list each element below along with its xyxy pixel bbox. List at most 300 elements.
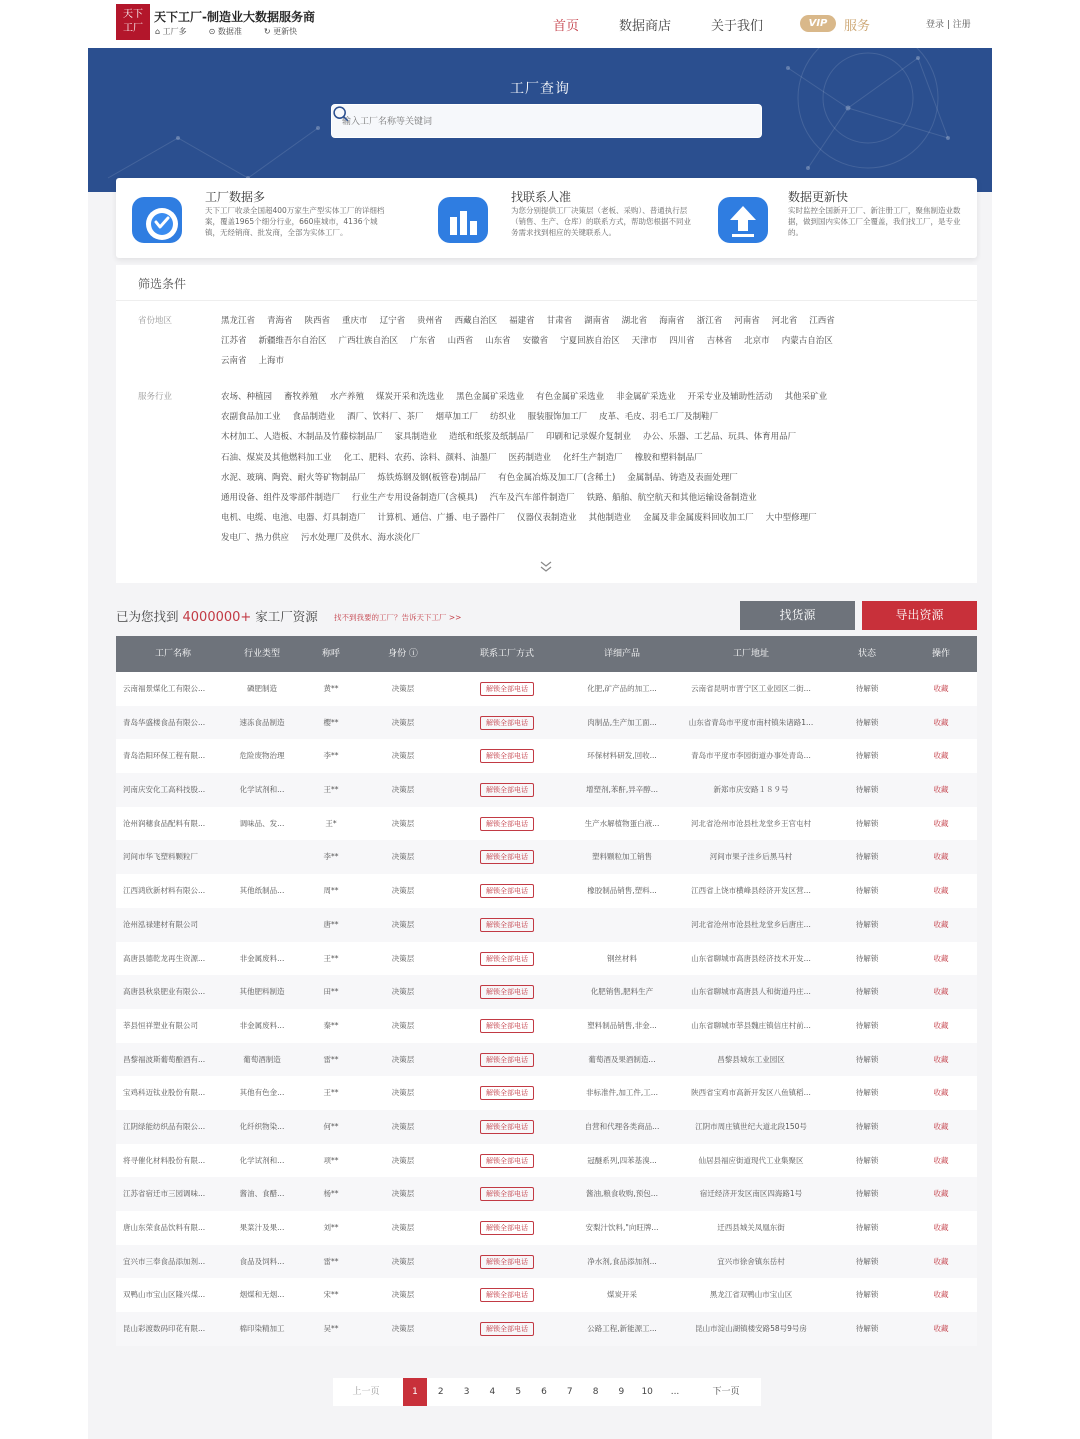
unlock-phone-button[interactable]: 解锁全部电话 xyxy=(480,749,534,763)
industry-type: 棉印染精加工 xyxy=(239,1324,285,1334)
unlock-phone-button[interactable]: 解锁全部电话 xyxy=(480,1221,534,1235)
contact-nickname: 田** xyxy=(323,987,339,997)
unlock-phone-button[interactable]: 解锁全部电话 xyxy=(480,817,534,831)
industry-line xyxy=(221,511,829,523)
table-row xyxy=(116,840,977,874)
feature-title: 工厂数据多 xyxy=(205,190,266,204)
unlock-phone-button[interactable]: 解锁全部电话 xyxy=(480,682,534,696)
unlock-phone-button[interactable]: 解锁全部电话 xyxy=(480,716,534,730)
contact-cell xyxy=(462,1278,552,1312)
industry-option[interactable]: 农副食品加工业 xyxy=(221,412,281,423)
province-line xyxy=(221,314,847,326)
prev-page-button[interactable]: 上一页 xyxy=(352,1387,380,1397)
industry-type: 化纤织物染... xyxy=(239,1121,285,1131)
feedback-link[interactable]: 找不到我要的工厂？告诉天下工厂 >> xyxy=(334,613,462,622)
filter-panel xyxy=(116,265,977,583)
product-detail: 葡萄酒及果酒制造... xyxy=(588,1054,656,1064)
product-detail: 自营和代理各类商品... xyxy=(584,1121,660,1131)
unlock-status: 待解锁 xyxy=(855,1020,879,1030)
province-option[interactable]: 吉林省 xyxy=(706,336,733,347)
province-option[interactable]: 北京市 xyxy=(744,336,770,347)
table-row xyxy=(116,1278,977,1312)
product-detail: 净水剂,食品添加剂... xyxy=(587,1256,657,1266)
province-option[interactable]: 海南省 xyxy=(659,316,685,326)
industry-option[interactable]: 发电厂、热力供应 xyxy=(221,533,290,544)
table-row xyxy=(116,1009,977,1043)
unlock-status: 待解锁 xyxy=(855,919,879,929)
contact-cell xyxy=(462,1312,552,1346)
industry-option[interactable]: 炼铁炼钢及钢(板管卷)制品厂 xyxy=(377,472,487,483)
industry-option[interactable]: 食品制造业 xyxy=(292,412,336,423)
table-row xyxy=(116,908,977,942)
unlock-status: 待解锁 xyxy=(855,1256,879,1266)
col-address: 工厂地址 xyxy=(732,649,769,659)
unlock-phone-button[interactable]: 解锁全部电话 xyxy=(480,1053,534,1067)
province-option[interactable]: 广西壮族自治区 xyxy=(338,336,399,347)
factory-address: 宿迁经济开发区南区四海路1号 xyxy=(699,1189,803,1199)
industry-type: 烟煤和无烟... xyxy=(239,1290,285,1300)
industry-type: 速冻食品制造 xyxy=(239,717,285,727)
unlock-status: 待解锁 xyxy=(855,987,879,997)
industry-type: 食品及饲料... xyxy=(239,1256,285,1266)
unlock-phone-button[interactable]: 解锁全部电话 xyxy=(480,1019,534,1033)
col-nickname: 称呼 xyxy=(321,649,340,659)
unlock-phone-button[interactable]: 解锁全部电话 xyxy=(480,1255,534,1269)
table-row xyxy=(116,1043,977,1077)
factory-address: 陕西省宝鸡市高新开发区八鱼镇稻... xyxy=(691,1088,811,1098)
province-option[interactable]: 西藏自治区 xyxy=(454,316,498,326)
next-page-button[interactable]: 下一页 xyxy=(712,1387,740,1397)
unlock-status: 待解锁 xyxy=(855,717,879,727)
contact-nickname: 王** xyxy=(323,1088,339,1098)
factory-address: 江阴市周庄镇世纪大道北段150号 xyxy=(695,1121,807,1131)
product-detail: 非标准件,加工件,工... xyxy=(586,1088,658,1098)
industry-option[interactable]: 水产养殖 xyxy=(330,392,365,402)
industry-type: 化学试剂和... xyxy=(239,1155,285,1165)
contact-cell xyxy=(462,840,552,874)
contact-nickname: 秦** xyxy=(323,1020,339,1030)
contact-nickname: 樱** xyxy=(323,717,339,727)
factory-name[interactable]: 宝鸡科迈钛业股份有限... xyxy=(123,1088,206,1098)
unlock-status: 待解锁 xyxy=(855,1088,879,1098)
feature-card-accurate-contacts xyxy=(434,178,704,258)
col-role: 身份 ⓘ xyxy=(388,649,418,659)
contact-nickname: 李** xyxy=(323,852,339,862)
industry-option[interactable]: 污水处理厂及供水、海水淡化厂 xyxy=(301,533,421,544)
industry-option[interactable]: 水泥、玻璃、陶瓷、耐火等矿物制品厂 xyxy=(221,472,366,483)
industry-option[interactable]: 化纤生产制造厂 xyxy=(563,452,623,463)
table-row xyxy=(116,1312,977,1346)
filter-title: 筛选条件 xyxy=(138,277,187,291)
industry-option[interactable]: 黑色金属矿采选业 xyxy=(456,392,525,402)
unlock-status: 待解锁 xyxy=(855,1121,879,1131)
chevron-down-icon[interactable] xyxy=(539,561,553,573)
province-option[interactable]: 山东省 xyxy=(485,336,511,347)
province-option[interactable]: 贵州省 xyxy=(417,316,443,326)
province-option[interactable]: 湖北省 xyxy=(621,316,648,326)
unlock-phone-button[interactable]: 解锁全部电话 xyxy=(480,1154,534,1168)
favorite-button[interactable]: 收藏 xyxy=(933,919,949,929)
favorite-button[interactable]: 收藏 xyxy=(933,1155,949,1165)
industry-option[interactable]: 畜牧养殖 xyxy=(284,392,319,402)
favorite-button[interactable]: 收藏 xyxy=(933,684,949,693)
province-option[interactable]: 重庆市 xyxy=(342,316,368,326)
contact-cell xyxy=(462,874,552,908)
factory-name[interactable]: 昆山彩渡数码印花有限... xyxy=(123,1324,206,1334)
factory-name[interactable]: 江阴绿能纺织品有限公... xyxy=(123,1121,206,1131)
factory-name[interactable]: 唐山东荣食品饮料有限... xyxy=(123,1223,206,1232)
province-option[interactable]: 内蒙古自治区 xyxy=(781,336,833,347)
result-summary xyxy=(116,607,318,625)
search-box xyxy=(331,104,762,138)
table-row xyxy=(116,672,977,706)
col-operation: 操作 xyxy=(931,649,950,659)
province-option[interactable]: 浙江省 xyxy=(696,316,723,326)
favorite-button[interactable]: 收藏 xyxy=(933,1121,949,1131)
login-register-link[interactable]: 登录 | 注册 xyxy=(926,20,971,30)
col-name: 工厂名称 xyxy=(154,649,191,659)
export-button[interactable]: 导出资源 xyxy=(862,601,977,630)
favorite-button[interactable]: 收藏 xyxy=(933,717,949,727)
product-detail: 公路工程,新能源工... xyxy=(587,1324,657,1334)
industry-option[interactable]: 烟草加工厂 xyxy=(435,412,479,423)
factory-address: 迁西县城关凤凰东街 xyxy=(717,1223,785,1232)
favorite-button[interactable]: 收藏 xyxy=(933,953,949,963)
factory-data-icon xyxy=(128,191,186,249)
factory-name[interactable]: 沧州泓禄建材有限公司 xyxy=(123,919,198,929)
favorite-button[interactable]: 收藏 xyxy=(933,852,949,862)
find-source-button[interactable]: 找货源 xyxy=(740,601,855,630)
page-number[interactable]: 2 xyxy=(437,1387,444,1397)
industry-option[interactable]: 计算机、通信、广播、电子器件厂 xyxy=(377,513,506,524)
page-number[interactable]: 1 xyxy=(403,1378,427,1406)
industry-option[interactable]: 有色金属矿采选业 xyxy=(536,392,605,402)
favorite-button[interactable]: 收藏 xyxy=(933,1223,949,1232)
contact-role: 决策层 xyxy=(391,987,415,997)
contact-nickname: 雷** xyxy=(323,1256,339,1266)
province-option[interactable]: 河北省 xyxy=(771,316,798,326)
factory-address: 新郑市庆安路１８９号 xyxy=(713,785,789,795)
unlock-status: 待解锁 xyxy=(855,1324,879,1334)
product-detail: 增塑剂,苯酐,异辛醇... xyxy=(586,785,658,795)
province-option[interactable]: 云南省 xyxy=(221,356,247,367)
industry-option[interactable]: 酒厂、饮料厂、茶厂 xyxy=(347,412,424,423)
contact-role: 决策层 xyxy=(391,684,415,693)
table-row xyxy=(116,739,977,773)
industry-line xyxy=(221,531,432,543)
unlock-phone-button[interactable]: 解锁全部电话 xyxy=(480,850,534,864)
product-detail: 肉制品,生产加工面... xyxy=(587,717,657,727)
page-number[interactable]: 9 xyxy=(618,1387,625,1397)
factory-name[interactable]: 沧州润穗食品配料有限... xyxy=(123,818,206,828)
favorite-button[interactable]: 收藏 xyxy=(933,1189,949,1199)
table-row xyxy=(116,874,977,908)
unlock-phone-button[interactable]: 解锁全部电话 xyxy=(480,1120,534,1134)
product-detail: 化肥,矿产品的加工... xyxy=(587,684,657,693)
col-contact: 联系工厂方式 xyxy=(479,649,534,659)
industry-option[interactable]: 大中型修理厂 xyxy=(765,513,817,524)
favorite-button[interactable]: 收藏 xyxy=(933,1020,949,1030)
unlock-phone-button[interactable]: 解锁全部电话 xyxy=(480,884,534,898)
contact-cell xyxy=(462,1043,552,1077)
upload-icon xyxy=(714,191,772,249)
industry-option[interactable]: 通用设备、组件及零部件制造厂 xyxy=(221,493,341,503)
product-detail xyxy=(572,908,672,942)
factory-name[interactable]: 云南福景煤化工有限公... xyxy=(123,684,206,693)
feature-title: 找联系人准 xyxy=(511,190,572,204)
factory-name[interactable]: 双鸭山市宝山区隆兴煤... xyxy=(123,1290,206,1300)
factory-address: 青岛市平度市李园街道办事处青岛... xyxy=(691,751,811,761)
industry-option[interactable]: 有色金属冶炼及加工厂(含稀土) xyxy=(498,472,616,483)
province-option[interactable]: 四川省 xyxy=(669,336,695,347)
industry-option[interactable]: 金属及非金属废料回收加工厂 xyxy=(643,513,754,524)
contact-nickname: 王** xyxy=(323,953,339,963)
industry-option[interactable]: 非金属矿采选业 xyxy=(616,392,676,402)
favorite-button[interactable]: 收藏 xyxy=(933,1324,949,1334)
factory-address: 江西省上饶市横峰县经济开发区营... xyxy=(691,886,811,896)
unlock-status: 待解锁 xyxy=(855,1290,879,1300)
factory-name[interactable]: 青岛浩阳环保工程有限... xyxy=(123,751,206,761)
industry-option[interactable]: 服装服饰加工厂 xyxy=(527,412,588,423)
contact-nickname: 王* xyxy=(325,818,337,828)
province-option[interactable]: 安徽省 xyxy=(522,336,549,347)
province-option[interactable]: 新疆维吾尔自治区 xyxy=(258,336,327,347)
nav-vip-service[interactable]: 服务 xyxy=(844,19,871,34)
industry-option[interactable]: 煤炭开采和洗选业 xyxy=(376,392,445,402)
unlock-phone-button[interactable]: 解锁全部电话 xyxy=(480,952,534,966)
contact-role: 决策层 xyxy=(391,1189,415,1199)
industry-type: 调味品、发... xyxy=(239,818,285,828)
industry-line xyxy=(221,430,808,442)
page-number[interactable]: 8 xyxy=(592,1387,599,1397)
page-number[interactable]: 7 xyxy=(566,1387,573,1397)
product-detail: 化肥销售,肥料生产 xyxy=(590,987,654,997)
vip-badge[interactable]: VIP xyxy=(800,15,836,32)
province-option[interactable]: 上海市 xyxy=(258,356,285,367)
unlock-status: 待解锁 xyxy=(855,1054,879,1064)
contact-role: 决策层 xyxy=(391,886,415,896)
favorite-button[interactable]: 收藏 xyxy=(933,987,949,997)
industry-option[interactable]: 办公、乐器、工艺品、玩具、体育用品厂 xyxy=(643,432,797,443)
contact-role: 决策层 xyxy=(391,751,415,761)
industry-type xyxy=(230,840,294,874)
province-option[interactable]: 河南省 xyxy=(734,316,760,326)
favorite-button[interactable]: 收藏 xyxy=(933,818,949,828)
factory-name[interactable]: 江西鸿欣新材料有限公... xyxy=(123,886,206,896)
page-number[interactable]: 5 xyxy=(515,1387,522,1397)
contact-role: 决策层 xyxy=(391,1121,415,1131)
table-row xyxy=(116,807,977,841)
industry-option[interactable]: 农场、种植园 xyxy=(221,392,273,402)
province-option[interactable]: 湖南省 xyxy=(584,316,610,326)
favorite-button[interactable]: 收藏 xyxy=(933,785,949,795)
province-option[interactable]: 青海省 xyxy=(267,316,293,326)
nav-data-store[interactable]: 数据商店 xyxy=(619,19,672,34)
factory-name[interactable]: 将寻催化材料股份有限... xyxy=(123,1155,206,1165)
contact-cell xyxy=(462,1211,552,1245)
table-row xyxy=(116,1076,977,1110)
table-row xyxy=(116,1110,977,1144)
industry-option[interactable]: 汽车及汽车部件制造厂 xyxy=(489,493,575,503)
brand-tag-fast: ↻ 更新快 xyxy=(263,27,298,36)
province-option[interactable]: 天津市 xyxy=(631,336,658,347)
industry-option[interactable]: 开采专业及辅助性活动 xyxy=(687,392,773,402)
province-option[interactable]: 黑龙江省 xyxy=(221,316,256,326)
contact-role: 决策层 xyxy=(391,1324,415,1334)
unlock-phone-button[interactable]: 解锁全部电话 xyxy=(480,1187,534,1201)
contact-cell xyxy=(462,908,552,942)
contact-cell xyxy=(462,1144,552,1178)
contact-nickname: 王** xyxy=(323,785,339,795)
factory-address: 昌黎县城东工业园区 xyxy=(717,1054,785,1064)
table-row xyxy=(116,1177,977,1211)
industry-type: 其他有色金... xyxy=(239,1088,285,1098)
province-line xyxy=(221,334,845,346)
industry-option[interactable]: 印刷和记录媒介复制业 xyxy=(546,432,632,443)
province-option[interactable]: 山西省 xyxy=(447,336,474,347)
industry-option[interactable]: 其他制造业 xyxy=(588,513,632,524)
favorite-button[interactable]: 收藏 xyxy=(933,1256,949,1266)
industry-option[interactable]: 纺织业 xyxy=(490,412,516,423)
unlock-phone-button[interactable]: 解锁全部电话 xyxy=(480,985,534,999)
unlock-phone-button[interactable]: 解锁全部电话 xyxy=(480,783,534,797)
search-icon[interactable] xyxy=(332,105,349,122)
factory-name[interactable]: 莘县恒祥塑业有限公司 xyxy=(123,1020,198,1030)
province-option[interactable]: 辽宁省 xyxy=(379,316,406,326)
logo[interactable] xyxy=(116,4,150,40)
hero-banner xyxy=(88,48,992,192)
contact-role: 决策层 xyxy=(391,1223,415,1232)
feature-desc: 实时监控全国新开工厂、新注册工厂，聚焦制造业数据，做到国内实体工厂全覆盖，我们找工厂，是专业的。 xyxy=(788,206,961,237)
factory-name[interactable]: 河南庆安化工高科技股... xyxy=(123,785,206,795)
industry-option[interactable]: 金属制品、铸造及表面处理厂 xyxy=(627,472,738,483)
industry-type: 非金属废料... xyxy=(239,1020,285,1030)
contact-nickname: 雷** xyxy=(323,1054,339,1064)
industry-option[interactable]: 仪器仪表制造业 xyxy=(517,513,577,524)
factory-address: 山东省聊城市高唐县经济技术开发... xyxy=(691,953,811,963)
industry-option[interactable]: 石油、煤炭及其他燃料加工业 xyxy=(221,452,332,463)
contact-nickname: 周** xyxy=(323,886,339,896)
contact-role: 决策层 xyxy=(391,852,415,862)
nav-about[interactable]: 关于我们 xyxy=(711,19,764,34)
contact-nickname: 宋** xyxy=(323,1290,339,1300)
factory-address: 仙居县福应街道现代工业集聚区 xyxy=(698,1155,804,1165)
hero-title: 工厂查询 xyxy=(510,81,570,97)
contact-role: 决策层 xyxy=(391,919,415,929)
factory-name[interactable]: 河间市华飞塑料颗粒厂 xyxy=(123,852,198,862)
favorite-button[interactable]: 收藏 xyxy=(933,1290,949,1300)
factory-name[interactable]: 昌黎福波斯葡萄酿酒有... xyxy=(123,1054,206,1064)
feature-desc: 天下工厂收录全国超400万家生产型实体工厂的详细档案，覆盖1965个细分行业，660座城市，4136个城镇，无经销商、批发商，全部为实体工厂。 xyxy=(205,206,385,237)
industry-type: 葡萄酒制造 xyxy=(243,1054,281,1064)
industry-option[interactable]: 家具制造业 xyxy=(394,432,438,443)
contact-role: 决策层 xyxy=(391,818,415,828)
industry-option[interactable]: 造纸和纸浆及纸制品厂 xyxy=(449,432,535,443)
unlock-phone-button[interactable]: 解锁全部电话 xyxy=(480,1322,534,1336)
province-option[interactable]: 江西省 xyxy=(809,316,835,326)
contact-role: 决策层 xyxy=(391,1020,415,1030)
industry-option[interactable]: 化工、肥料、农药、涂料、颜料、油墨厂 xyxy=(343,452,497,463)
result-suffix: 家工厂资源 xyxy=(255,609,318,624)
table-row xyxy=(116,706,977,740)
contact-role: 决策层 xyxy=(391,717,415,727)
contact-role: 决策层 xyxy=(391,1256,415,1266)
industry-option[interactable]: 皮革、毛皮、羽毛工厂及制鞋厂 xyxy=(599,412,719,423)
favorite-button[interactable]: 收藏 xyxy=(933,886,949,896)
factory-name[interactable]: 宜兴市三奉食品添加剂... xyxy=(123,1256,206,1266)
unlock-phone-button[interactable]: 解锁全部电话 xyxy=(480,918,534,932)
col-industry: 行业类型 xyxy=(243,649,280,659)
factory-name[interactable]: 青岛华盛楼食品有限公... xyxy=(123,717,206,727)
unlock-status: 待解锁 xyxy=(855,1189,879,1199)
unlock-status: 待解锁 xyxy=(855,684,879,693)
result-count: 4000000+ xyxy=(182,610,252,625)
industry-option[interactable]: 行业生产专用设备制造厂(含模具) xyxy=(352,493,478,503)
unlock-phone-button[interactable]: 解锁全部电话 xyxy=(480,1288,534,1302)
contact-cell xyxy=(462,1110,552,1144)
logo-text: 天下工厂 xyxy=(123,9,143,34)
favorite-button[interactable]: 收藏 xyxy=(933,1088,949,1098)
favorite-button[interactable]: 收藏 xyxy=(933,1054,949,1064)
search-input[interactable] xyxy=(342,113,702,131)
col-status: 状态 xyxy=(857,649,876,659)
page-number[interactable]: 3 xyxy=(463,1387,470,1397)
province-option[interactable]: 江苏省 xyxy=(221,336,247,347)
industry-option[interactable]: 电机、电缆、电池、电器、灯具制造厂 xyxy=(221,513,366,524)
nav-home[interactable]: 首页 xyxy=(553,19,580,34)
feature-title: 数据更新快 xyxy=(788,190,849,204)
factory-address: 山东省青岛市平度市南村镇朱诸路1... xyxy=(688,717,814,727)
province-option[interactable]: 宁夏回族自治区 xyxy=(560,336,620,347)
page-number[interactable]: 6 xyxy=(541,1387,547,1397)
page-number[interactable]: 4 xyxy=(489,1387,496,1397)
factory-name[interactable]: 江苏省宿迁市三园调味... xyxy=(123,1189,206,1199)
province-option[interactable]: 福建省 xyxy=(509,316,535,326)
industry-option[interactable]: 铁路、船舶、航空航天和其他运输设备制造业 xyxy=(586,493,757,503)
contact-cell xyxy=(462,1009,552,1043)
product-detail: 酱油,粮食收购,预包... xyxy=(586,1189,658,1199)
table-row xyxy=(116,975,977,1009)
industry-type: 其他纸制品... xyxy=(239,886,285,896)
contact-role: 决策层 xyxy=(391,1155,415,1165)
table-row xyxy=(116,1211,977,1245)
unlock-phone-button[interactable]: 解锁全部电话 xyxy=(480,1086,534,1100)
contact-role: 决策层 xyxy=(391,1290,415,1300)
industry-option[interactable]: 医药制造业 xyxy=(508,452,552,463)
industry-line xyxy=(221,451,715,463)
factory-name[interactable]: 高唐县秋泉肥业有限公... xyxy=(123,987,206,997)
brand-tags xyxy=(155,26,319,37)
page-number[interactable]: 10 xyxy=(641,1387,653,1397)
industry-line xyxy=(221,410,730,422)
industry-option[interactable]: 木材加工、人造板、木制品及竹藤棕制品厂 xyxy=(221,432,383,443)
industry-option[interactable]: 橡胶和塑料制品厂 xyxy=(634,452,703,463)
contact-cell xyxy=(462,773,552,807)
contact-role: 决策层 xyxy=(391,1054,415,1064)
contact-nickname: 杨** xyxy=(323,1189,339,1199)
province-option[interactable]: 广东省 xyxy=(410,336,436,347)
contact-role: 决策层 xyxy=(391,785,415,795)
factory-name[interactable]: 高唐县德乾龙再生资源... xyxy=(123,953,206,963)
contact-cell xyxy=(462,739,552,773)
feature-desc: 为您分别提供工厂决策层（老板、采购）、普通执行层（销售、生产、仓库）的联系方式，帮助您根据不同业务需求找到相应的关键联系人。 xyxy=(511,206,691,237)
industry-option[interactable]: 其他采矿业 xyxy=(784,392,828,402)
favorite-button[interactable]: 收藏 xyxy=(933,751,949,761)
contact-cell xyxy=(462,942,552,976)
province-option[interactable]: 甘肃省 xyxy=(546,316,573,326)
product-detail: 环保材料研发,回收... xyxy=(587,751,657,761)
province-option[interactable]: 陕西省 xyxy=(304,316,331,326)
